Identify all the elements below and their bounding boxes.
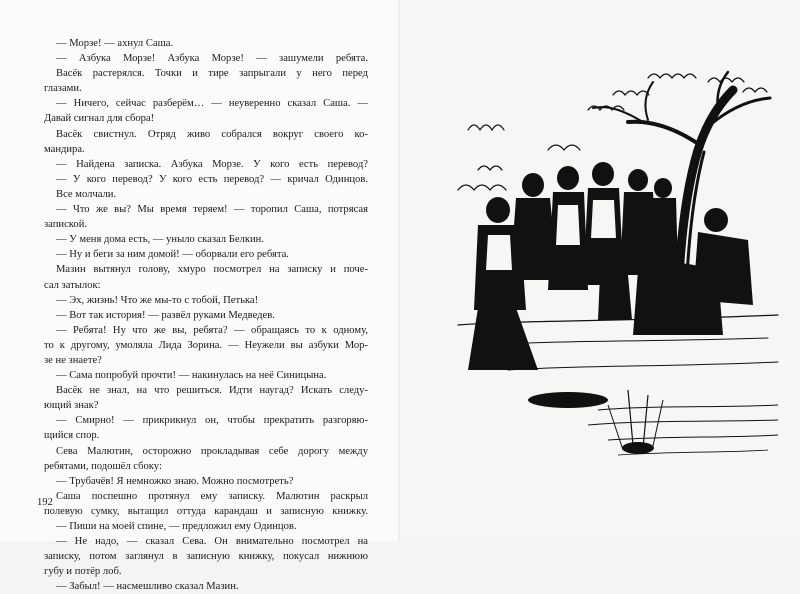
text-line: — Трубачёв! Я немножко знаю. Можно посмотреть? bbox=[56, 475, 294, 487]
text-line: — Сама попробуй прочти! — накинулась на неё Синицына. bbox=[56, 370, 327, 382]
text-line: ющий знак? bbox=[44, 400, 99, 412]
reeds-clump bbox=[528, 392, 654, 454]
text-line: Саша поспешно протянул ему записку. Малютин раскрыл bbox=[56, 490, 368, 502]
ground bbox=[488, 338, 768, 345]
text-line: ребятами, подошёл сбоку: bbox=[44, 460, 162, 472]
text-line: — Эх, жизнь! Что же мы-то с тобой, Петька! bbox=[56, 294, 259, 306]
left-page bbox=[0, 0, 400, 593]
text-line: — Вот так история! — развёл руками Медведев. bbox=[56, 309, 275, 321]
ground bbox=[508, 362, 778, 370]
text-line: Васёк свистнул. Отряд живо собрался вокруг своего ко- bbox=[56, 128, 368, 140]
text-line: — Пиши на моей спине, — предложил ему Одинцов. bbox=[56, 521, 297, 532]
text-line: губу и потёр лоб. bbox=[44, 566, 122, 578]
text-line: — Найдена записка. Азбука Морзе. У кого есть перевод? bbox=[56, 158, 368, 170]
text-line: зе не знаете? bbox=[44, 354, 102, 366]
text-line: запиской. bbox=[44, 219, 88, 231]
text-line: — Ну и беги за ним домой! — оборвали его ребята. bbox=[56, 249, 289, 261]
text-line: — Смирно! — прикрикнул он, чтобы прекратить разгоряю- bbox=[56, 415, 368, 427]
text-line: — У кого перевод? У кого есть перевод? — кричал Одинцов. bbox=[56, 173, 368, 185]
text-line: сал затылок: bbox=[44, 279, 101, 291]
text-line: Сева Малютин, осторожно прокладывая себе дорогу между bbox=[56, 445, 368, 457]
text-line: — У меня дома есть, — уныло сказал Белкин. bbox=[56, 234, 264, 246]
text-line: — Забыл! — насмешливо сказал Мазин. bbox=[56, 581, 239, 593]
text-line: — Азбука Морзе! Азбука Морзе! — зашумели ребята. bbox=[56, 53, 368, 65]
text-line: — Ничего, сейчас разберём… — неуверенно сказал Саша. — bbox=[56, 98, 368, 110]
page-number: 192 bbox=[37, 497, 53, 508]
tree-branch bbox=[646, 82, 653, 120]
pond bbox=[588, 390, 778, 455]
text-line: Давай сигнал для сбора! bbox=[44, 113, 155, 125]
text-line: мандира. bbox=[44, 143, 85, 155]
text-line: — Не надо, — сказал Сева. Он внимательно посмотрел на bbox=[56, 536, 368, 548]
hollow-shadow bbox=[633, 263, 723, 335]
text-line: — Что же вы? Мы время теряем! — торопил Саша, потрясая bbox=[56, 204, 368, 216]
illustration-sketch bbox=[448, 70, 784, 470]
text-line: Все молчали. bbox=[56, 188, 117, 200]
text-line: то к другому, умоляла Лида Зорина. — Неужели вы азбуки Мор- bbox=[44, 339, 368, 351]
text-line: полевую сумку, вытащил оттуда карандаш и записную книжку. bbox=[44, 505, 368, 517]
tree-branch bbox=[628, 122, 700, 145]
text-line: Мазин вытянул голову, хмуро посмотрел на записку и поче- bbox=[56, 264, 368, 276]
text-line: записку, потом заглянул в записную книжку, покусал нижнюю bbox=[44, 551, 368, 563]
text-line: глазами. bbox=[44, 83, 82, 95]
text-line: — Морзе! — ахнул Саша. bbox=[56, 38, 174, 49]
text-line: Васёк растерялся. Точки и тире запрыгали у него перед bbox=[56, 68, 368, 80]
text-line: Васёк не знал, на что решиться. Идти наугад? Искать следу- bbox=[56, 385, 368, 397]
text-line: — Ребята! Ну что же вы, ребята? — обращаясь то к одному, bbox=[56, 324, 368, 336]
text-line: щийся спор. bbox=[44, 430, 100, 442]
body-text bbox=[44, 36, 368, 594]
